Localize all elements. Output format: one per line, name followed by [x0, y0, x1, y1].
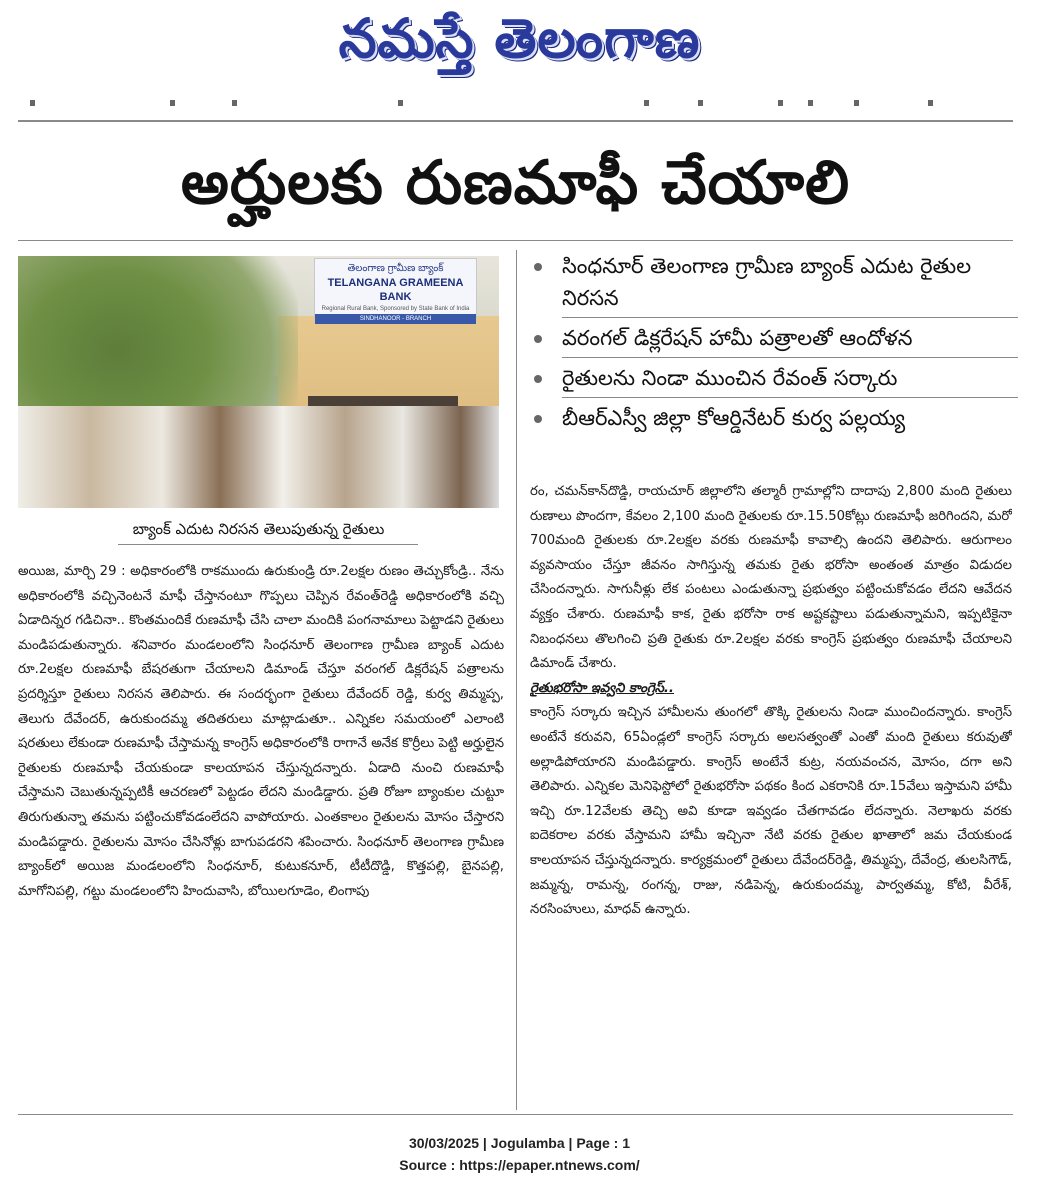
article-paragraph: అయిజ, మార్చి 29 : అధికారంలోకి రాకముందు ఉరుకుండ్రి రూ.2లక్షల రుణం తెచ్చుకోండ్రి.. నేను అధికారంలోకి వచ్చినెంటనే మాఫీ చేస్తానంటూ గొప్పలు చెప్పిన రేవంత్‌రెడ్డి అధికారంలోకి వచ్చి ఏడాదిన్నర గడిచినా.. కొంతమందికే రుణమాఫీ చేసి చాలా మందికి పంగనామాలు పెట్టాడని రైతులు మండిపడుతున్నారు. శనివారం మండలంలోని సింధనూర్ తెలంగాణ గ్రామీణ బ్యాంక్ ఎదుట రూ.2లక్షల రుణమాఫీ బేషరతుగా చేయాలని డిమాండ్ చేస్తూ వరంగల్ డిక్లరేషన్ పత్రాలను ప్రదర్శిస్తూ రైతులు నిరసన తెలిపారు. ఈ సందర్భంగా రైతులు దేవేందర్ రెడ్డి, కుర్వ తిమ్మప్ప, తెలుగు దేవేందర్, ఉరుకుందమ్మ తదితరులు మాట్లాడుతూ.. ఎన్నికల సమయంలో ఎలాంటి షరతులు లేకుండా రుణమాఫీ చేస్తామన్న కాంగ్రెస్ అధికారంలోకి రాగానే అనేక కొర్రీలు పెట్టి అర్హులైన రైతులకు రుణమాఫీ చేయకుండా కాలయాపన చేస్తున్నదన్నారు. ఏడాది నుంచి రుణమాఫీ చేస్తామని చెబుతున్నప్పటికీ ఆచరణలో పెట్టడం లేదని మండిడ్డారు. ప్రతి రోజూ బ్యాంకుల చుట్టూ తిరుగుతున్నా తమను పట్టించుకోవడంలేదని వాపోయారు. ఎంతకాలం రైతులను మోసం చేస్తారని మండిపడ్డారు. రైతులను మోసం చేసినోళ్లు బాగుపడరని శపించారు. సింధనూర్ తెలంగాణ గ్రామీణ బ్యాంక్‌లో అయిజ మండలంలోని సింధనూర్, కుటుకనూర్, టీటీదొడ్డి, కొత్తపల్లి, బైనపల్లి, మాగోనిపల్లి, గట్టు మండలంలోని హిందువాసి, బోయిలగూడెం, లింగాపు [18, 564, 504, 899]
headline: అర్హులకు రుణమాఫీ చేయాలి [180, 148, 851, 218]
edition-info: 30/03/2025 | Jogulamba | Page : 1 [408, 1135, 631, 1151]
article-paragraph: కాంగ్రెస్ సర్కారు ఇచ్చిన హామీలను తుంగలో తొక్కి రైతులను నిండా ముంచిందన్నారు. కాంగ్రెస్ అంటేనే కరువని, 65ఏండ్లలో కాంగ్రెస్ సర్కారు అలసత్వంతో ఎంతో మంది రైతులు కరువుతో అల్లాడిపోయారని మండిపడ్డారు. కాంగ్రెస్ అంటేనే కుట్ర, నయవంచన, మోసం, దగా అని తెలిపారు. ఎన్నికల మెనిఫెస్టోలో రైతుభరోసా పథకం కింద ఎకరానికి రూ.15వేలు ఇస్తామని హామీ ఇచ్చి రూ.12వేలకు తెచ్చి అవి కూడా ఇవ్వడం చేతగావడం లేదన్నారు. నెలాఖరు వరకు ఐదెకరాల వరకు వేస్తామని హామీ ఇచ్చినా నేటి వరకు రైతుల ఖాతాలో జమ చేయకుండ కాలయాపన చేస్తున్నదన్నారు. కార్యక్రమంలో రైతులు దేవేందర్‌రెడ్డి, తిమ్మప్ప, దేవేంద్ర, తులసిగౌడ్, జమ్మన్న, రామన్న, రంగన్న, రాజు, నడిపెన్న, ఉరుకుందమ్మ, పార్వతమ్మ, కోటి, వీరేశ్, నరసింహులు, మాధవ్ ఉన్నారు. [530, 705, 1012, 918]
sign-sponsor: Regional Rural Bank, Sponsored by State Bank of India [321, 306, 470, 312]
protesters [18, 406, 499, 508]
highlight-item: రైతులను నిండా ముంచిన రేవంత్ సర్కారు [528, 362, 1018, 394]
sign-branch: SINDHANOOR - BRANCH [315, 314, 476, 324]
highlight-item: బీఆర్ఎస్వీ జిల్లా కోఆర్డినేటర్ కుర్వ పల్లయ్య [528, 402, 1018, 434]
photo-caption: బ్యాంక్ ఎదుట నిరసన తెలుపుతున్న రైతులు [132, 520, 385, 538]
bottom-divider [18, 1114, 1013, 1115]
clipped-text-strip [18, 96, 1013, 110]
highlight-item: సింధనూర్ తెలంగాణ గ్రామీణ బ్యాంక్ ఎదుట రైతుల నిరసన [528, 250, 1018, 314]
article-left-column [18, 560, 504, 1108]
article-subhead: రైతుభరోసా ఇవ్వని కాంగ్రెస్.. [530, 680, 674, 696]
source-link[interactable]: https://epaper.ntnews.com/ [459, 1157, 640, 1173]
sign-english: TELANGANA GRAMEENA BANK [327, 277, 464, 303]
article-paragraph: రం, చమన్‌కాన్‌దొడ్డి, రాయచూర్ జిల్లాలోని తల్మారీ గ్రామాల్లోని దాదాపు 2,800 మంది రైతులు రుణాలు పొందగా, కేవలం 2,100 మంది రైతులకు రూ.15.50కోట్లు రుణమాఫీ జరిగిందని, మరో 700మంది రైతులకు రూ.2లక్షల వరకు రుణమాఫీ కావాల్సి ఉందని తెలిపారు. ఆరుగాలం వ్యవసాయం చేస్తూ జీవనం సాగిస్తున్న తమకు రైతు భరోసా అంతంత మాత్రం విడుదల చేసిందన్నారు. సాగునీళ్లు లేక పంటలు ఎండుతున్నా ప్రభుత్వం పట్టించుకోవడం లేదని ఆవేదన వ్యక్తం చేశారు. రుణమాఫీ కాక, రైతు భరోసా రాక అష్టకష్టాలు పడుతున్నామని, ఇప్పటికైనా నిబంధనలు తొలగించి ప్రతి రైతుకు రూ.2లక్షల వరకు కాంగ్రెస్ ప్రభుత్వం రుణమాఫీ చేయాలని డిమాండ్ చేశారు. [530, 484, 1012, 672]
article-right-column [530, 480, 1012, 1112]
highlights-list [528, 250, 1018, 434]
caption-underline [118, 544, 418, 545]
masthead [0, 0, 1039, 80]
top-divider [18, 120, 1013, 122]
highlight-item: వరంగల్ డిక్లరేషన్ హామీ పత్రాలతో ఆందోళన [528, 322, 1018, 354]
sign-telugu: తెలంగాణ గ్రామీణ బ్యాంక్ [347, 263, 444, 274]
footer [0, 1132, 1039, 1176]
headline-divider [18, 240, 1013, 241]
masthead-title: నమస్తే తెలంగాణ [338, 6, 701, 70]
source-label: Source : [399, 1157, 460, 1173]
source-line [0, 1154, 1039, 1176]
news-photo [18, 256, 499, 508]
column-divider [516, 250, 517, 1110]
bank-signboard [314, 258, 477, 322]
